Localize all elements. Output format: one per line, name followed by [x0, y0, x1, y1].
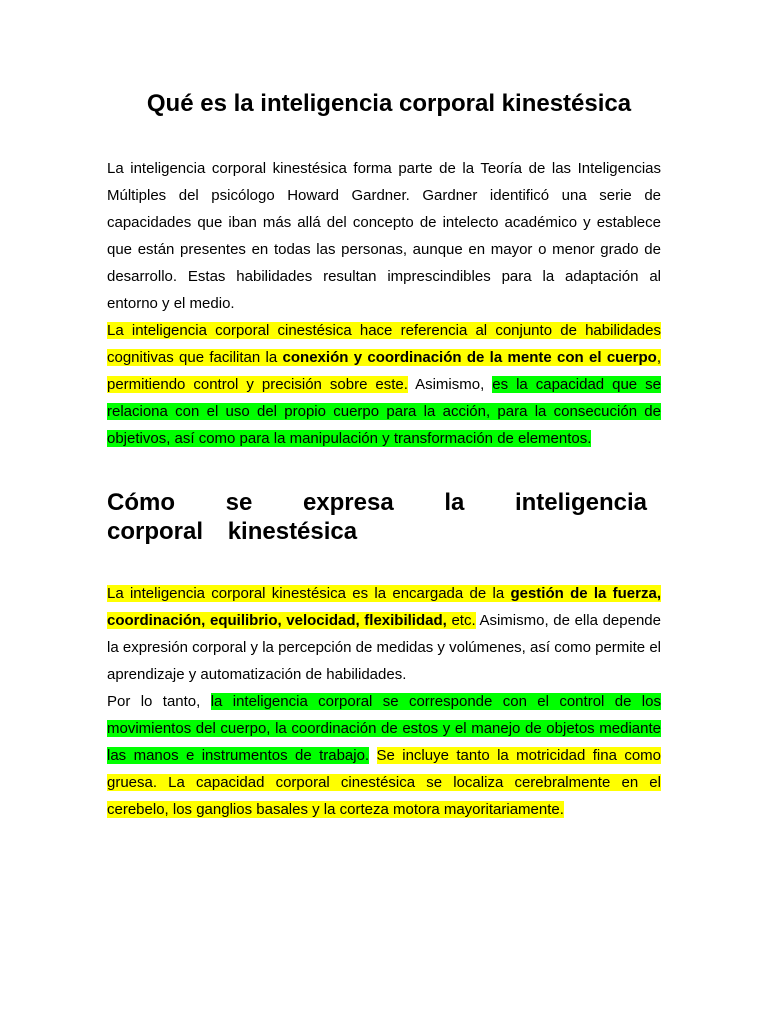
- bold-text: conexión y coordinación de la mente con el cuerpo: [282, 349, 657, 366]
- page-title: Qué es la inteligencia corporal kinestésica: [146, 90, 632, 117]
- paragraph-expression: [107, 580, 661, 688]
- text-run: , permitiendo control y precisión sobre este.: [107, 349, 661, 393]
- text-run: etc.: [446, 612, 476, 629]
- section-heading: Cómo se expresa la inteligencia corporal kinestésica: [107, 489, 647, 545]
- text-run: Asimismo, de ella depende la expresión corporal y la percepción de medidas y volúmenes, así como permite el aprendizaje y automatización de habilidades.: [107, 612, 661, 683]
- text-run: La inteligencia corporal cinestésica hace referencia al conjunto de habilidades cognitivas que facilitan la: [107, 322, 661, 366]
- text-run: La inteligencia corporal kinestésica es la encargada de la: [107, 585, 511, 602]
- paragraph-intro: La inteligencia corporal kinestésica forma parte de la Teoría de las Inteligencias Múltiples del psicólogo Howard Gardner. Gardner identificó una serie de capacidades que iban más allá del concepto de intelecto académico y establece que están presentes en todas las personas, aunque en mayor o menor grado de desarrollo. Estas habilidades resultan imprescindibles para la adaptación al entorno y el medio.: [107, 160, 661, 312]
- text-run: [369, 747, 376, 764]
- highlight-green: la inteligencia corporal se corresponde con el control de los movimientos del cuerpo, la coordinación de estos y el manejo de objetos mediante las manos e instrumentos de trabajo.: [107, 693, 661, 764]
- highlight-yellow: Se incluye tanto la motricidad fina como gruesa. La capacidad corporal cinestésica se localiza cerebralmente en el cerebelo, los ganglios basales y la corteza motora mayoritariamente.: [107, 747, 662, 818]
- section-1-body: [107, 155, 661, 452]
- text-run: Por lo tanto,: [107, 693, 211, 710]
- section-2-body: [107, 580, 661, 823]
- bold-text: gestión de la fuerza, coordinación, equilibrio, velocidad, flexibilidad,: [107, 585, 662, 629]
- highlight-green: es la capacidad que se relaciona con el uso del propio cuerpo para la acción, para la consecución de objetivos, así como para la manipulación y transformación de elementos.: [107, 376, 661, 447]
- paragraph-definition: [107, 317, 661, 452]
- text-run: Asimismo,: [407, 376, 493, 393]
- paragraph-conclusion: [107, 688, 661, 823]
